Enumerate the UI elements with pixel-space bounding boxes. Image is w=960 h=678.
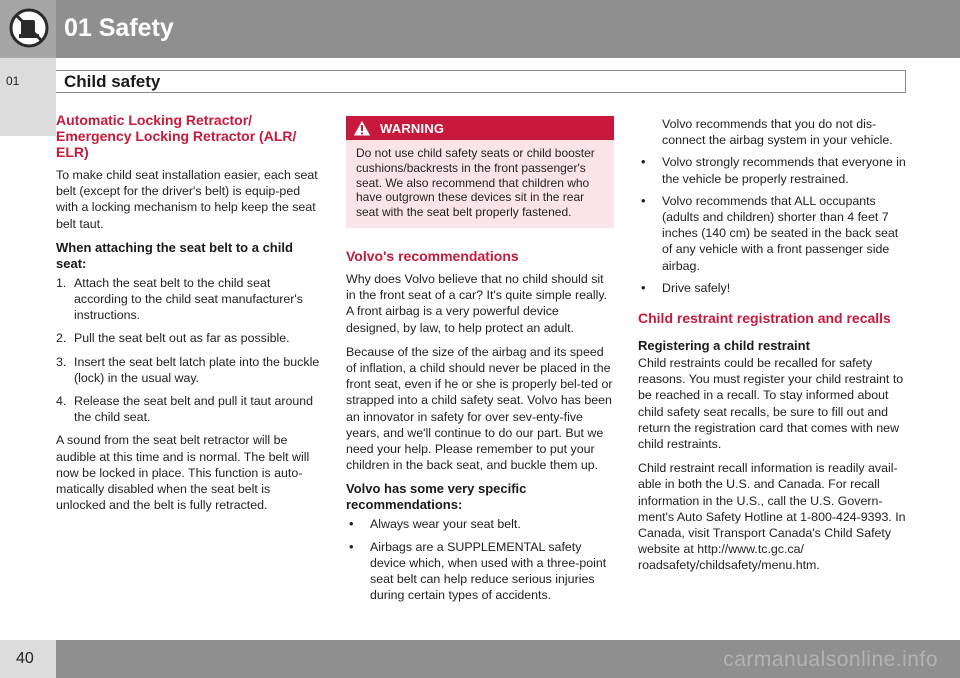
alr-elr-heading: Automatic Locking Retractor/ Emergency Locking Retractor (ALR/ ELR): [56, 112, 297, 160]
warning-title: WARNING: [380, 121, 445, 136]
retractor-sound-text: A sound from the seat belt retractor will be audible at this time and is normal. The belt will now be locked in place. This function is auto-matically disabled when the seat belt is unlocked and the belt is fully retracted.: [56, 433, 310, 513]
side-tab: [0, 58, 56, 136]
attach-subheading: When attaching the seat belt to a child seat:: [56, 239, 293, 271]
volvo-recommendations-heading: Volvo's recommendations: [346, 247, 519, 264]
chapter-icon-box: [0, 0, 56, 58]
column-2: [346, 116, 614, 609]
attach-steps-list: [56, 275, 322, 426]
page-number: 40: [16, 650, 34, 667]
registration-heading: Child restraint registration and recalls: [638, 310, 891, 327]
list-item: • Volvo recommends that ALL occupants (adults and children) shorter than 4 feet 7 inches (140 cm) be seated in the back seat of any vehicle with a front passenger side airbag.: [641, 192, 899, 273]
step-item: 3. Insert the seat belt latch plate into the buckle (lock) in the usual way.: [56, 354, 320, 385]
warning-header: [346, 116, 614, 140]
column-1: [56, 112, 322, 521]
section-title: Child safety: [64, 72, 161, 91]
recommendations-list: [346, 516, 614, 603]
warning-text: Do not use child safety seats or child booster cushions/backrests in the front passenger's seat. We also recommend that children who have outgrown these devices sit in the rear seat with the seat belt properly fastened.: [356, 146, 595, 220]
recall-registration-text: Child restraints could be recalled for safety reasons. You must register your child restraint to be reached in a recall. To stay informed about child safety seat recalls, be sure to fill out and return the registration card that comes with new child restraints.: [638, 356, 904, 452]
why-front-seat-text: Why does Volvo believe that no child should sit in the front seat of a car? It's quite simple really. A front airbag is a very powerful device designed, by law, to help protect an adult.: [346, 271, 608, 335]
watermark: carmanualsonline.info: [723, 648, 938, 671]
side-chapter-number: 01: [6, 74, 20, 88]
step-item: 2. Pull the seat belt out as far as possible.: [56, 331, 290, 346]
step-item: 4. Release the seat belt and pull it taut around the child seat.: [56, 394, 314, 425]
warning-box: [346, 116, 614, 228]
list-item: • Always wear your seat belt.: [349, 516, 521, 532]
list-item: • Drive safely!: [641, 279, 731, 295]
alr-intro-text: To make child seat installation easier, each seat belt (except for the driver's belt) is equip-ped with a locking mechanism to help keep the seat belt taut.: [56, 168, 318, 231]
specific-recommendations-subheading: Volvo has some very specific recommendations:: [346, 481, 527, 513]
section-title-box: [56, 70, 906, 93]
no-child-seat-icon: [9, 8, 49, 48]
registering-subheading: Registering a child restraint: [638, 338, 810, 354]
continuation-text: Volvo recommends that you do not dis-connect the airbag system in your vehicle.: [662, 117, 893, 148]
warning-triangle-icon: [352, 119, 372, 137]
airbag-size-text: Because of the size of the airbag and its speed of inflation, a child should never be placed in the front seat, even if he or she is properly bel-ted or strapped into a child safety seat. Volvo has been an innovator in safety for over sev-enty-five years, and we'll continue to do our part. But we need your help. Please remember to put your children in the back seat, and buckle them up.: [346, 344, 613, 473]
list-item: • Airbags are a SUPPLEMENTAL safety device which, when used with a three-point seat belt can help reduce serious injuries during certain types of accidents.: [349, 538, 607, 603]
step-item: 1. Attach the seat belt to the child seat according to the child seat manufacturer's instructions.: [56, 275, 303, 323]
recommendations-list-cont: [638, 154, 908, 296]
recall-info-text: Child restraint recall information is readily avail-able in both the U.S. and Canada. For recall information in the U.S., call the U.S. Govern-ment's Auto Safety Hotline at 1-800-424-9393. In Canada, visit Transport Canada's Child Safety website at http://www.tc.gc.ca/ roadsafety/childsafety/menu.htm.: [638, 461, 906, 573]
chapter-title: 01 Safety: [64, 14, 174, 42]
column-3: [638, 116, 908, 582]
list-item: • Volvo strongly recommends that everyone in the vehicle be properly restrained.: [641, 154, 906, 186]
